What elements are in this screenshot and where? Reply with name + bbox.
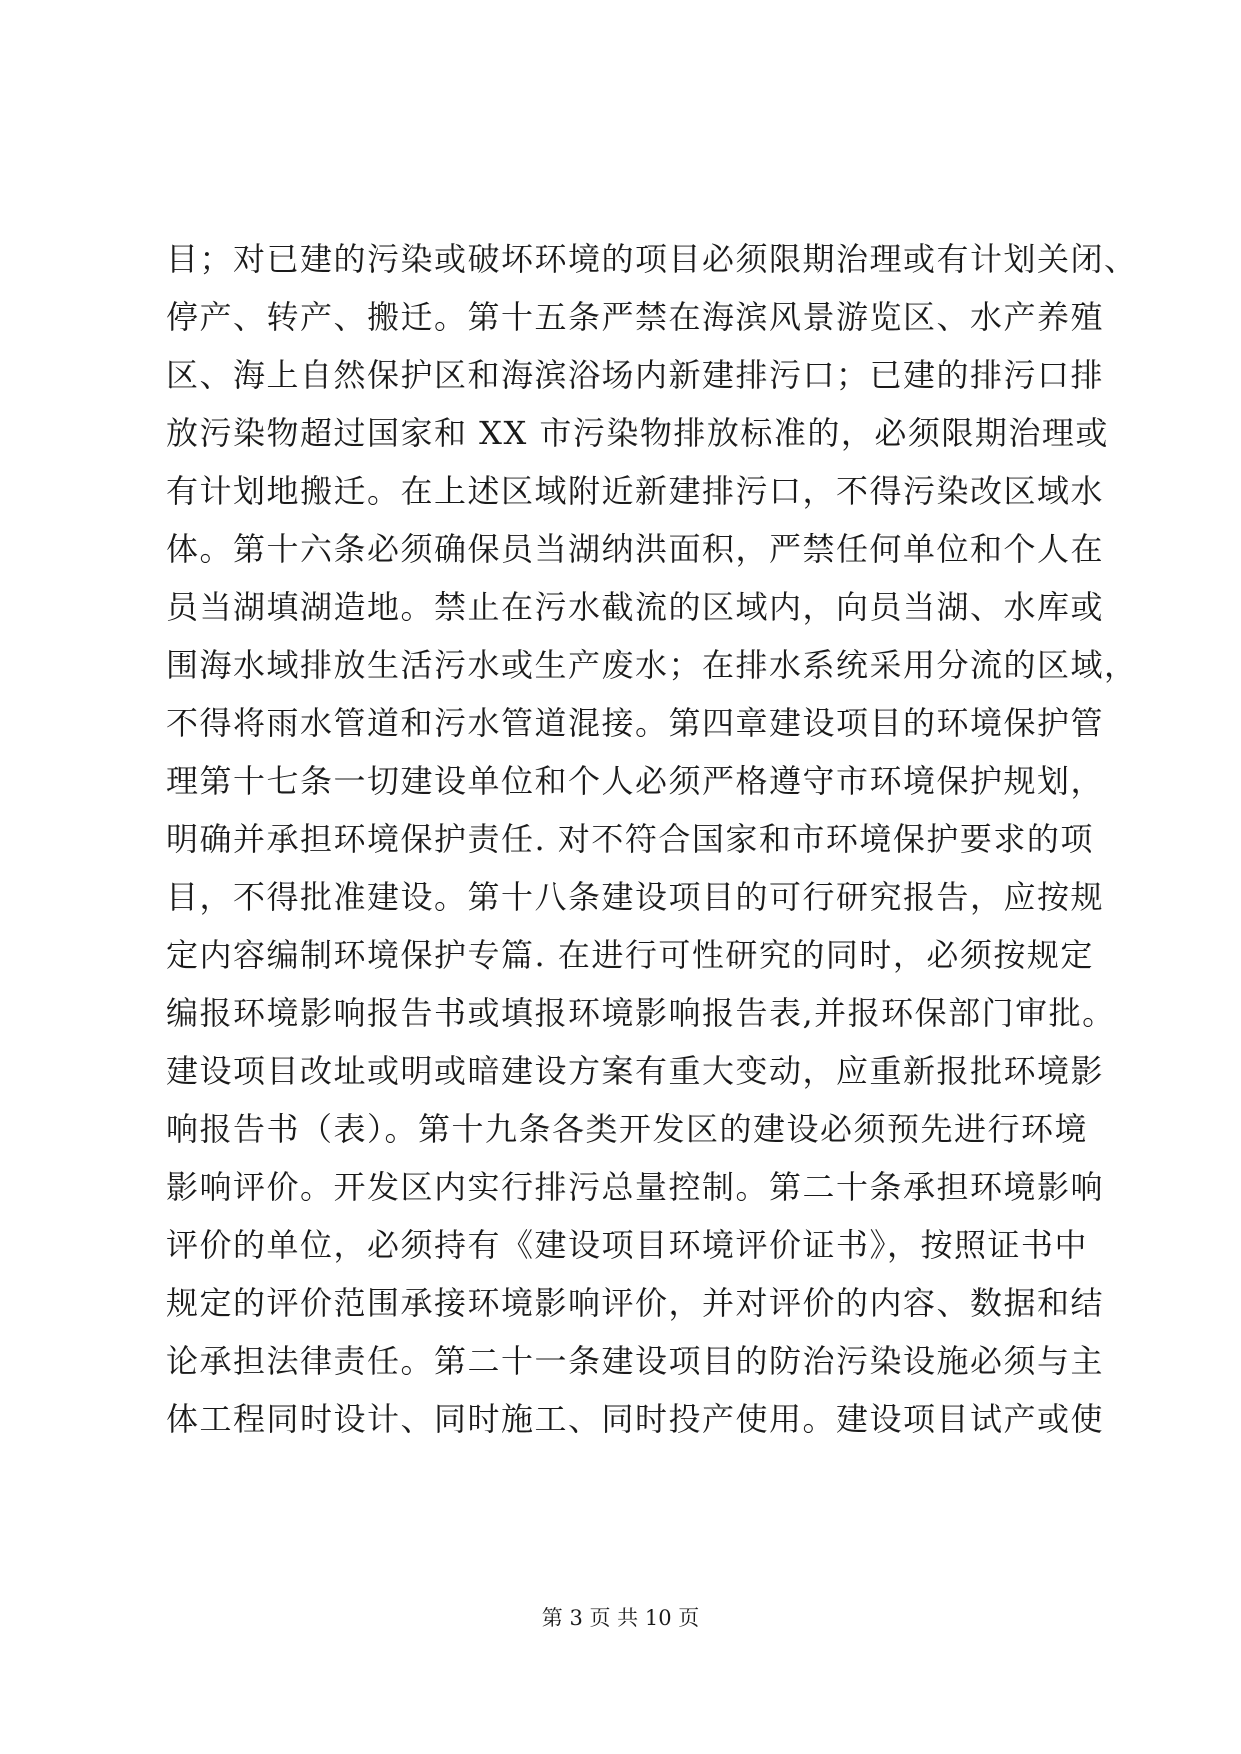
text-line: 评价的单位，必须持有《建设项目环境评价证书》，按照证书中	[166, 1226, 1089, 1264]
text-line: 建设项目改址或明或暗建设方案有重大变动，应重新报批环境影	[166, 1052, 1105, 1090]
text-line: 论承担法律责任。第二十一条建设项目的防治污染设施必须与主	[166, 1342, 1105, 1380]
text-line: 体工程同时设计、同时施工、同时投产使用。建设项目试产或使	[166, 1400, 1105, 1438]
text-line: 影响评价。开发区内实行排污总量控制。第二十条承担环境影响	[166, 1168, 1105, 1206]
text-line: 响报告书（表）。第十九条各类开发区的建设必须预先进行环境	[166, 1110, 1089, 1148]
text-line: 不得将雨水管道和污水管道混接。第四章建设项目的环境保护管	[166, 704, 1105, 742]
text-line: 理第十七条一切建设单位和个人必须严格遵守市环境保护规划，	[166, 762, 1105, 800]
text-line: 目，不得批准建设。第十八条建设项目的可行研究报告，应按规	[166, 878, 1105, 916]
text-line: 区、海上自然保护区和海滨浴场内新建排污口；已建的排污口排	[166, 356, 1105, 394]
text-line: 体。第十六条必须确保员当湖纳洪面积，严禁任何单位和个人在	[166, 530, 1105, 568]
text-line: 规定的评价范围承接环境影响评价，并对评价的内容、数据和结	[166, 1284, 1105, 1322]
text-line: 定内容编制环境保护专篇. 在进行可性研究的同时，必须按规定	[166, 936, 1094, 974]
text-line: 有计划地搬迁。在上述区域附近新建排污口，不得污染改区域水	[166, 472, 1105, 510]
text-line: 员当湖填湖造地。禁止在污水截流的区域内，向员当湖、水库或	[166, 588, 1105, 626]
text-line: 编报环境影响报告书或填报环境影响报告表,并报环保部门审批。	[166, 994, 1116, 1032]
text-line: 放污染物超过国家和 XX 市污染物排放标准的，必须限期治理或	[166, 414, 1109, 452]
body-text	[166, 230, 1138, 1448]
text-line: 目；对已建的污染或破坏环境的项目必须限期治理或有计划关闭、	[166, 240, 1138, 278]
text-line: 围海水域排放生活污水或生产废水；在排水系统采用分流的区域，	[166, 646, 1138, 684]
text-line: 停产、转产、搬迁。第十五条严禁在海滨风景游览区、水产养殖	[166, 298, 1105, 336]
page-footer: 第 3 页 共 10 页	[541, 1606, 700, 1630]
text-line: 明确并承担环境保护责任. 对不符合国家和市环境保护要求的项	[166, 820, 1094, 858]
